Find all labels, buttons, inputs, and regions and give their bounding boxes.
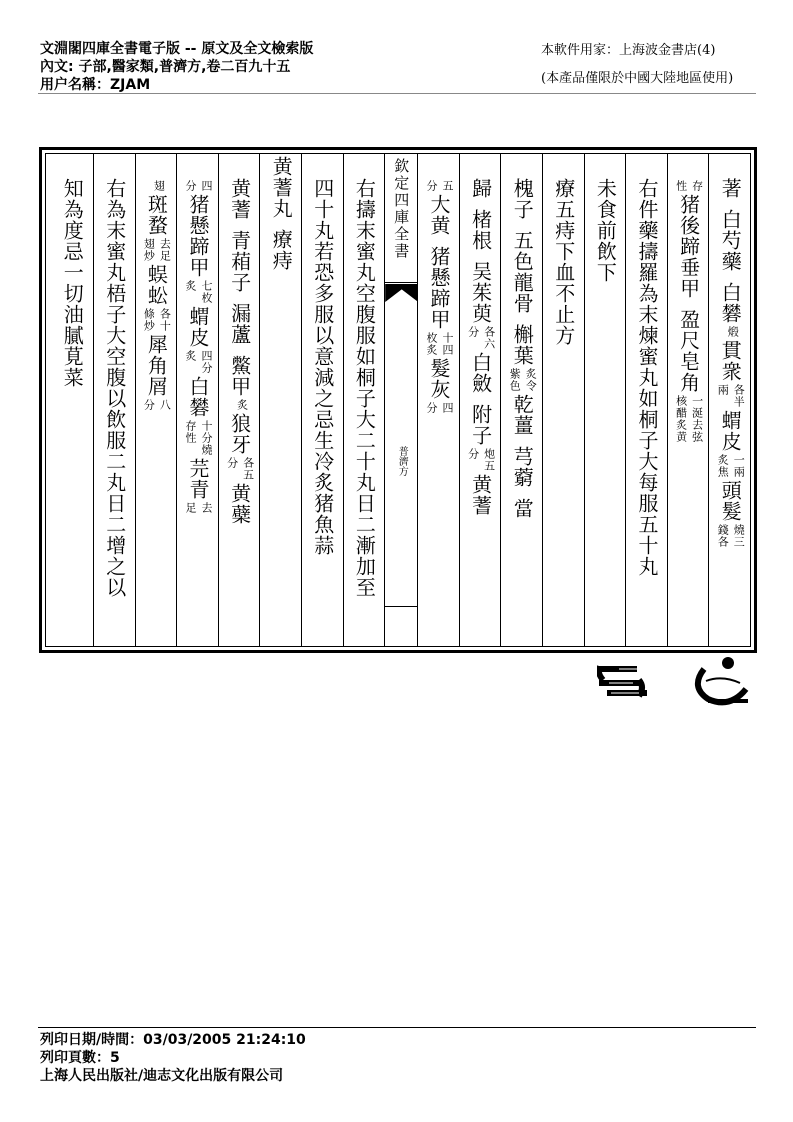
- text-column: [93, 154, 136, 646]
- text-column: [218, 154, 261, 646]
- annotation-line: 分: [466, 326, 480, 338]
- main-text: 鱉甲: [227, 355, 252, 397]
- main-text: 附子: [468, 404, 493, 446]
- main-text: 白芍藥: [718, 209, 743, 272]
- annotation-line: 炙焦: [716, 454, 730, 478]
- main-text: 犀角屑: [144, 334, 169, 397]
- main-text: 楮根: [468, 209, 493, 251]
- usage-restriction: (本產品僅限於中國大陸地區使用): [541, 71, 734, 86]
- annotation-line: 炙令: [524, 368, 538, 392]
- annotation: [226, 457, 254, 481]
- book-title: 普濟方: [396, 446, 408, 476]
- fishtail-mark-icon: [385, 284, 418, 302]
- main-text: 猪後蹄垂甲: [676, 194, 701, 299]
- main-text: 未食前飲下: [593, 178, 618, 283]
- annotation-line: 性: [674, 180, 688, 192]
- annotation-line: 去足: [158, 238, 172, 262]
- annotation-line: 燒三: [732, 524, 746, 548]
- annotation: [232, 399, 248, 411]
- book-logo-icon: [597, 660, 657, 704]
- main-text: 右擣末蜜丸空腹服如桐子大二十丸日二漸加至: [352, 178, 377, 598]
- main-text: 療痔: [269, 229, 294, 271]
- annotation-line: 四: [199, 180, 213, 192]
- annotation-line: 各六: [482, 326, 496, 350]
- content-breadcrumb: 內文: 子部,醫家類,普濟方,卷二百九十五: [40, 59, 291, 75]
- main-text: 白斂: [468, 352, 493, 394]
- collection-title: 欽定四庫全書: [385, 158, 418, 283]
- annotation-line: 翅: [152, 180, 166, 192]
- main-text: 五色龍骨: [510, 230, 535, 314]
- annotation-line: 十分燒: [199, 420, 213, 456]
- annotation-line: 條炒: [142, 308, 156, 332]
- main-text: 療五痔下血不止方: [551, 178, 576, 346]
- main-text: 槐子: [510, 178, 535, 220]
- annotation-line: 炙: [235, 399, 249, 411]
- text-column: [708, 154, 751, 646]
- annotation-line: 各五: [241, 457, 255, 481]
- annotation-line: 炙: [183, 280, 197, 292]
- text-column: [51, 154, 93, 646]
- annotation: [142, 399, 170, 411]
- annotation-line: 一兩: [732, 454, 746, 478]
- header-divider: [38, 93, 756, 94]
- main-text: 黄蓍: [227, 178, 252, 220]
- margin-divider: [385, 606, 418, 607]
- annotation: [508, 368, 536, 392]
- main-text: 吴茱萸: [468, 261, 493, 324]
- annotation: [716, 524, 744, 548]
- main-text: 蝟皮: [185, 306, 210, 348]
- annotation: [184, 350, 212, 374]
- annotation-line: 分: [424, 402, 438, 414]
- main-text: 髮灰: [426, 358, 451, 400]
- annotation-line: 煅: [726, 326, 740, 338]
- annotation-line: 分: [424, 180, 438, 192]
- main-text: 乾薑: [510, 394, 535, 436]
- annotation-line: 翅炒: [142, 238, 156, 262]
- annotation: [142, 238, 170, 262]
- main-text: 盈尺皂角: [676, 309, 701, 393]
- main-text: 右件藥擣羅為末煉蜜丸如桐子大每服五十丸: [634, 178, 659, 577]
- annotation-line: 各半: [732, 384, 746, 408]
- annotation-line: 紫色: [508, 368, 522, 392]
- annotation-line: 分: [183, 180, 197, 192]
- main-text: 知為度忌一切油膩莧菜: [60, 178, 85, 388]
- main-text: 芎藭: [510, 446, 535, 488]
- page-frame: [39, 147, 757, 653]
- annotation-line: 存: [690, 180, 704, 192]
- text-column: [584, 154, 627, 646]
- licensee: 本軟件用家：上海波金書店(4): [541, 43, 716, 58]
- annotation: [675, 395, 703, 443]
- annotation-line: 一涎去弦: [690, 395, 704, 443]
- center-margin-column: [384, 154, 418, 646]
- annotation-line: 分: [466, 448, 480, 460]
- main-text: 黄蓍丸: [269, 156, 294, 219]
- main-text: 猪懸蹄甲: [426, 246, 451, 330]
- annotation-line: 兩: [716, 384, 730, 396]
- annotation: [722, 326, 738, 338]
- annotation: [425, 402, 453, 414]
- annotation: [184, 180, 212, 192]
- annotation: [425, 180, 453, 192]
- main-text: 貫衆: [718, 340, 743, 382]
- app-title: 文淵閣四庫全書電子版 -- 原文及全文檢索版: [40, 41, 314, 57]
- annotation-line: 四: [440, 402, 454, 414]
- annotation-line: 四分: [199, 350, 213, 374]
- main-text: 著: [718, 178, 743, 199]
- annotation-line: 十四: [440, 332, 454, 356]
- text-column: [625, 154, 668, 646]
- text-column: [417, 154, 460, 646]
- footer-divider: [38, 1027, 756, 1028]
- user-name: 用户名稱：ZJAM: [40, 77, 151, 93]
- text-column: [667, 154, 710, 646]
- annotation: [184, 502, 212, 514]
- annotation-line: 各十: [158, 308, 172, 332]
- main-text: 青葙子: [227, 230, 252, 293]
- text-grid: [45, 153, 751, 647]
- annotation-line: 分: [142, 399, 156, 411]
- main-text: 歸: [468, 178, 493, 199]
- main-text: 蝟皮: [718, 410, 743, 452]
- main-text: 猪懸蹄甲: [185, 194, 210, 278]
- annotation-line: 炙: [183, 350, 197, 362]
- annotation: [142, 308, 170, 332]
- annotation-line: 七枚: [199, 280, 213, 304]
- main-text: 芫青: [185, 458, 210, 500]
- publisher: 上海人民出版社/迪志文化出版有限公司: [40, 1068, 284, 1084]
- annotation-line: 錢各: [716, 524, 730, 548]
- annotation: [675, 180, 703, 192]
- text-column: [500, 154, 543, 646]
- annotation: [425, 332, 453, 356]
- main-text: 當: [510, 498, 535, 519]
- text-column: [176, 154, 219, 646]
- main-text: 斑蝥: [144, 194, 169, 236]
- annotation: [716, 384, 744, 408]
- main-text: 頭髮: [718, 480, 743, 522]
- text-column: [459, 154, 502, 646]
- main-text: 槲葉: [510, 324, 535, 366]
- main-text: 大黄: [426, 194, 451, 236]
- main-text: 黄蓍: [468, 474, 493, 516]
- annotation: [148, 180, 164, 192]
- annotation-line: 存性: [183, 420, 197, 444]
- annotation-line: 炮五: [482, 448, 496, 472]
- print-pages: 列印頁數：5: [40, 1050, 120, 1066]
- annotation: [184, 420, 212, 456]
- main-text: 四十丸若恐多服以意減之忌生冷炙猪魚蒜: [310, 178, 335, 556]
- annotation: [716, 454, 744, 478]
- print-datetime: 列印日期/時間：03/03/2005 21:24:10: [40, 1032, 306, 1048]
- main-text: 狼牙: [227, 413, 252, 455]
- annotation-line: 八: [158, 399, 172, 411]
- annotation-line: 去: [199, 502, 213, 514]
- text-column: [135, 154, 178, 646]
- main-text: 蜈蚣: [144, 264, 169, 306]
- annotation-line: 分: [225, 457, 239, 469]
- annotation: [467, 326, 495, 350]
- text-column: [259, 154, 302, 646]
- annotation: [467, 448, 495, 472]
- main-text: 白礬: [185, 376, 210, 418]
- main-text: 漏蘆: [227, 303, 252, 345]
- annotation: [184, 280, 212, 304]
- annotation-line: 足: [183, 502, 197, 514]
- text-column: [343, 154, 386, 646]
- annotation-line: 五: [440, 180, 454, 192]
- text-column: [301, 154, 344, 646]
- annotation-line: 核醋炙黄: [674, 395, 688, 443]
- publisher-logo-icon: [690, 655, 752, 713]
- main-text: 黄蘗: [227, 483, 252, 525]
- annotation-line: 枚炙: [424, 332, 438, 356]
- main-text: 白礬: [718, 282, 743, 324]
- main-text: 右為末蜜丸梧子大空腹以飲服二丸日二增之以: [102, 178, 127, 598]
- text-column: [542, 154, 585, 646]
